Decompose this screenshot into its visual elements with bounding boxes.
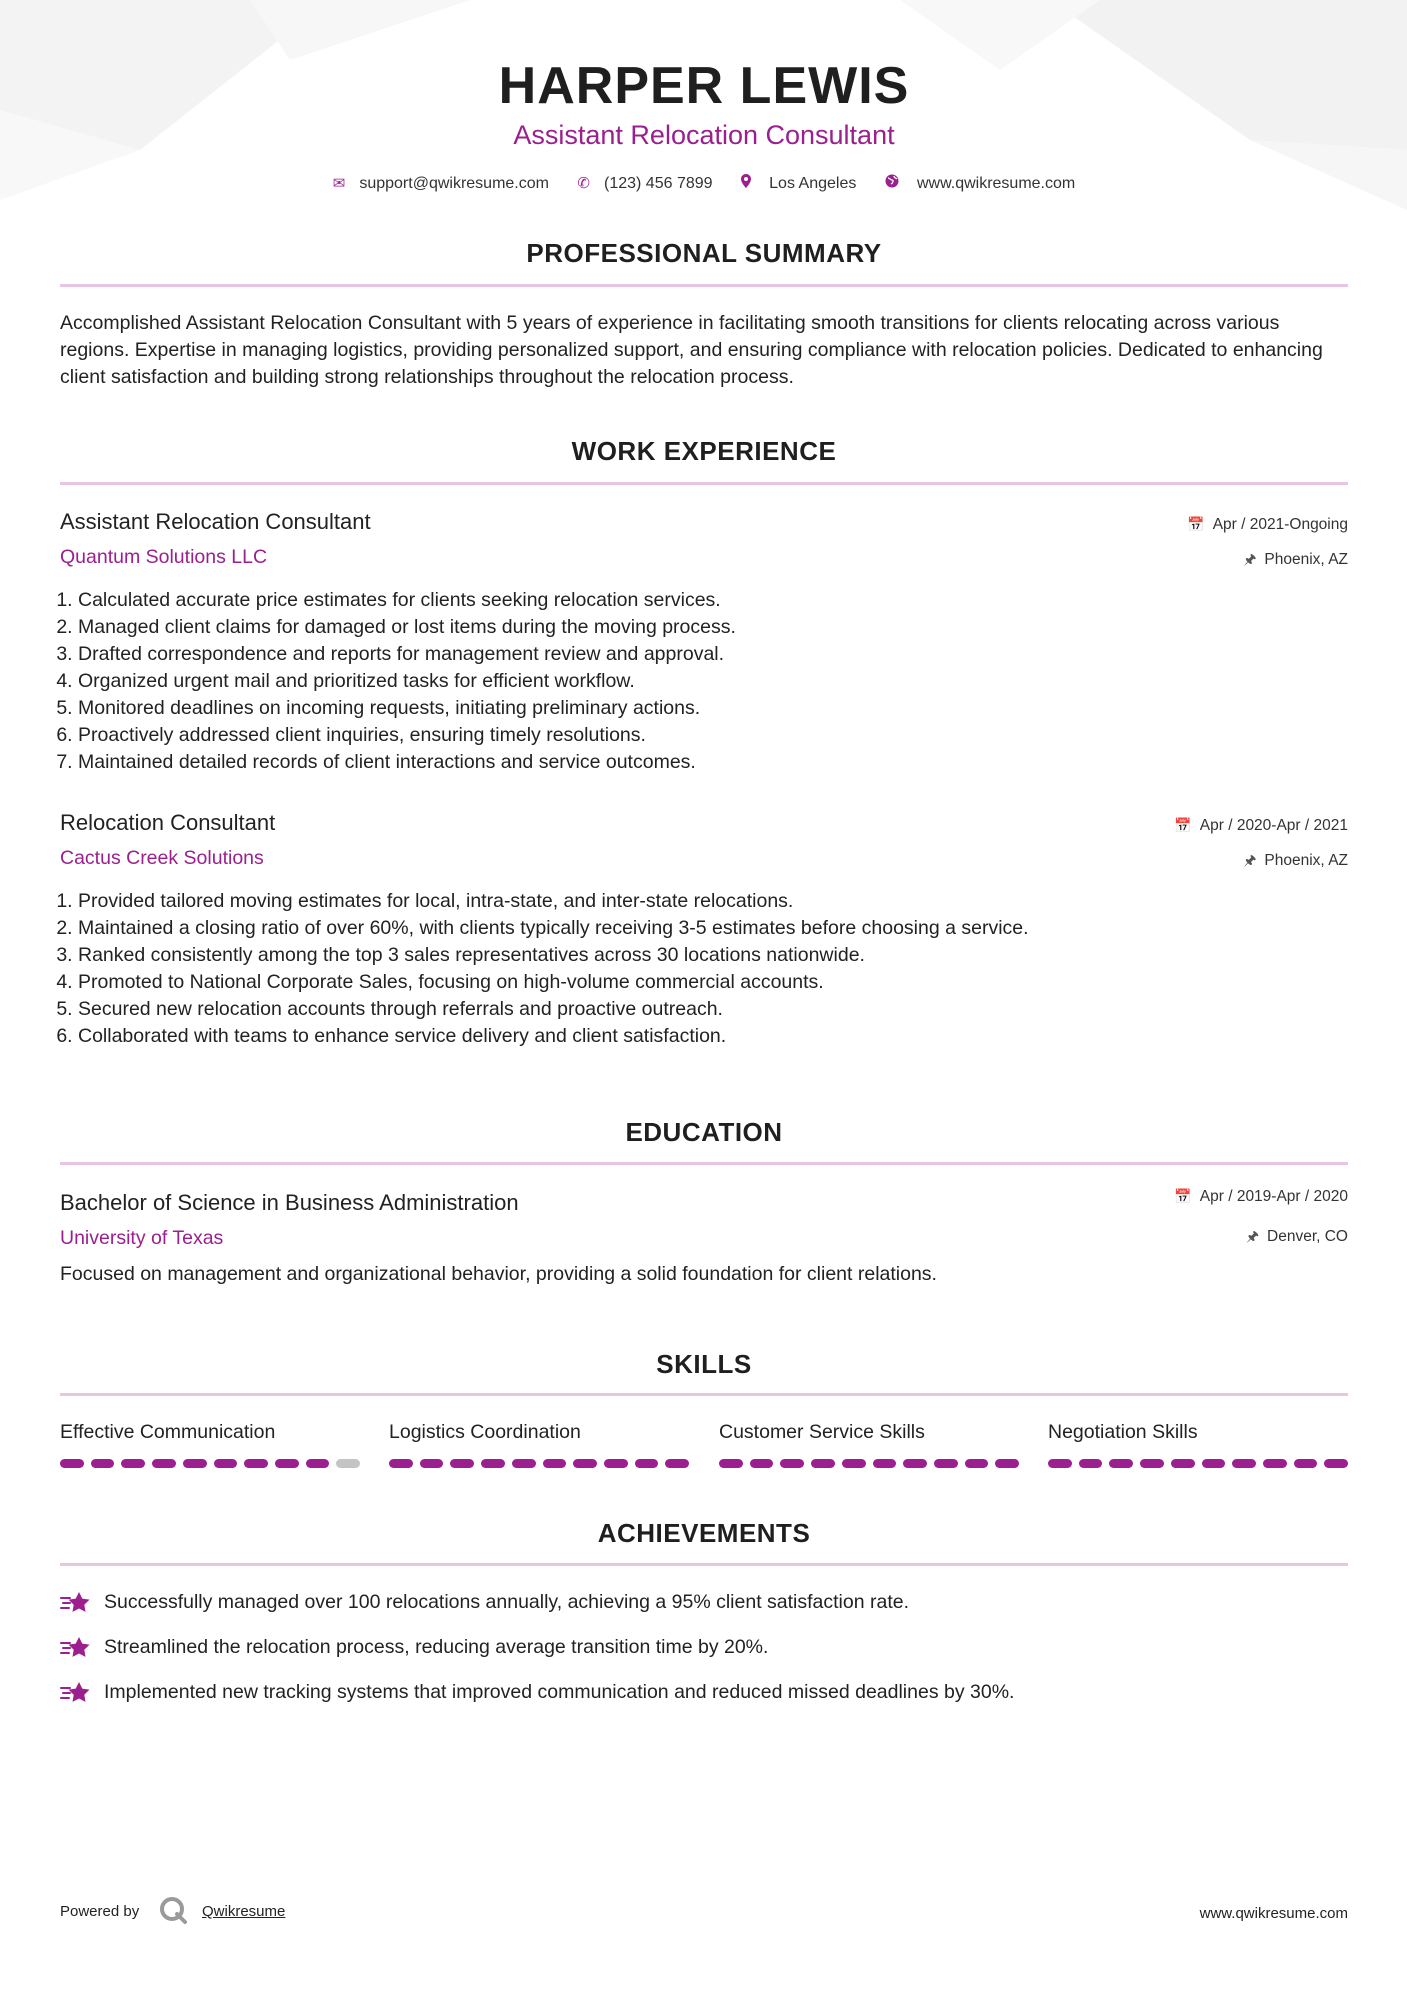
calendar-icon: 📅 [1187,516,1205,532]
job-dates [1187,516,1348,534]
skill-segment-filled [573,1459,597,1468]
achievement-text: Successfully managed over 100 relocations annually, achieving a 95% client satisfaction rate. [104,1591,910,1614]
list-item: 6. Collaborated with teams to enhance service delivery and client satisfaction. [78,1023,1029,1050]
skill-segment-filled [842,1459,866,1468]
section-divider [60,284,1348,287]
skill-item [60,1421,360,1468]
contact-website-text: www.qwikresume.com [916,175,1076,192]
list-item: 4. Organized urgent mail and prioritized tasks for efficient workflow. [78,668,736,695]
calendar-icon: 📅 [1174,1188,1192,1204]
education-location-text: Denver, CO [1267,1228,1348,1245]
skill-segment-filled [750,1459,774,1468]
section-divider [60,1393,1348,1396]
job-duties-list [60,587,736,776]
contact-location-text: Los Angeles [769,175,857,192]
job-dates-text: Apr / 2021-Ongoing [1212,516,1348,533]
job-dates-text: Apr / 2020-Apr / 2021 [1199,817,1348,834]
section-divider [60,1162,1348,1165]
skill-segment-filled [543,1459,567,1468]
job-location-text: Phoenix, AZ [1264,852,1348,869]
skill-segment-filled [873,1459,897,1468]
education-degree: Bachelor of Science in Business Administration [60,1190,519,1215]
candidate-role: Assistant Relocation Consultant [513,120,895,150]
list-item: 2. Managed client claims for damaged or lost items during the moving process. [78,614,736,641]
skill-label: Negotiation Skills [1048,1421,1198,1443]
star-icon [60,1590,92,1616]
job-duties-list [60,888,1029,1050]
skill-segment-filled [481,1459,505,1468]
job-company: Quantum Solutions LLC [60,546,268,568]
star-icon [60,1635,92,1661]
skill-segment-filled [1232,1459,1256,1468]
skill-segment-filled [995,1459,1019,1468]
skill-segment-filled [934,1459,958,1468]
skill-segment-filled [1048,1459,1072,1468]
skill-segment-filled [512,1459,536,1468]
skill-segment-filled [811,1459,835,1468]
achievement-text: Streamlined the relocation process, reducing average transition time by 20%. [104,1636,769,1659]
skill-segment-filled [665,1459,689,1468]
pushpin-icon: 🖈 [1246,1228,1260,1244]
skill-segment-filled [635,1459,659,1468]
contact-email[interactable] [333,174,549,193]
skill-segment-filled [121,1459,145,1468]
skill-segment-filled [1109,1459,1133,1468]
qwikresume-link[interactable]: Qwikresume [202,1903,286,1920]
education-dates-text: Apr / 2019-Apr / 2020 [1199,1188,1348,1205]
contact-phone-text: (123) 456 7899 [604,175,713,192]
skill-label: Logistics Coordination [389,1421,581,1443]
skill-segment-filled [965,1459,989,1468]
skill-segment-filled [1140,1459,1164,1468]
skill-segment-filled [1324,1459,1348,1468]
job-location [1243,850,1348,874]
contact-bar [60,174,1348,193]
section-title-education: EDUCATION [625,1117,783,1147]
achievement-text: Implemented new tracking systems that improved communication and reduced missed deadlines by 30%. [104,1681,1015,1704]
candidate-name: HARPER LEWIS [498,57,910,115]
skill-segment-filled [214,1459,238,1468]
job-dates [1174,817,1348,835]
skill-segment-filled [91,1459,115,1468]
contact-phone[interactable] [577,174,712,193]
section-title-experience: WORK EXPERIENCE [571,436,837,466]
calendar-icon: 📅 [1174,817,1192,833]
star-icon [60,1680,92,1706]
skill-segment-filled [420,1459,444,1468]
skill-segment-filled [903,1459,927,1468]
skill-item [389,1421,689,1468]
section-divider [60,1563,1348,1566]
skill-segment-filled [1294,1459,1318,1468]
contact-location [741,174,856,193]
skill-segment-filled [389,1459,413,1468]
education-dates [1174,1188,1348,1206]
qwikresume-logo-icon [158,1895,188,1925]
list-item: 3. Ranked consistently among the top 3 sales representatives across 30 locations nationwide. [78,942,1029,969]
list-item: 7. Maintained detailed records of client interactions and service outcomes. [78,749,736,776]
skill-segment-filled [1079,1459,1103,1468]
section-title-achievements: ACHIEVEMENTS [597,1518,811,1548]
skill-level-bar [1048,1459,1348,1468]
skill-segment-filled [604,1459,628,1468]
job-location-text: Phoenix, AZ [1264,551,1348,568]
contact-email-text: support@qwikresume.com [359,175,549,192]
education-location [1246,1226,1348,1250]
skill-item [719,1421,1019,1468]
list-item: 1. Calculated accurate price estimates for clients seeking relocation services. [78,587,736,614]
globe-icon [885,175,903,192]
achievement-item [60,1635,768,1661]
skill-level-bar [719,1459,1019,1468]
skill-segment-filled [1263,1459,1287,1468]
education-school: University of Texas [60,1227,224,1249]
skill-level-bar [389,1459,689,1468]
list-item: 1. Provided tailored moving estimates for local, intra-state, and inter-state relocations. [78,888,1029,915]
skill-segment-filled [244,1459,268,1468]
section-title-summary: PROFESSIONAL SUMMARY [526,238,882,268]
skill-label: Effective Communication [60,1421,276,1443]
powered-by-label: Powered by [60,1903,140,1920]
pushpin-icon: 🖈 [1243,551,1257,567]
job-company: Cactus Creek Solutions [60,847,264,869]
skill-item [1048,1421,1348,1468]
list-item: 5. Monitored deadlines on incoming requests, initiating preliminary actions. [78,695,736,722]
skill-segment-filled [1171,1459,1195,1468]
education-description: Focused on management and organizational behavior, providing a solid foundation for client relations. [60,1263,937,1285]
section-divider [60,482,1348,485]
skill-segment-filled [1202,1459,1226,1468]
skill-segment-filled [306,1459,330,1468]
skill-segment-filled [780,1459,804,1468]
job-title: Assistant Relocation Consultant [60,509,371,534]
map-pin-icon [741,175,755,192]
skill-label: Customer Service Skills [719,1421,925,1443]
pushpin-icon: 🖈 [1243,852,1257,868]
skill-segment-filled [450,1459,474,1468]
footer-website-link[interactable]: www.qwikresume.com [1199,1905,1348,1922]
summary-text: Accomplished Assistant Relocation Consultant with 5 years of experience in facilitating smooth transitions for clients relocating across various regions. Expertise in managing logistics, providing personalized support, and ensuring compliance with relocation policies. Dedicated to enhancing client satisfaction and building strong relationships throughout the relocation process. [60,312,1323,388]
envelope-icon: ✉ [332,175,346,192]
skill-segment-filled [152,1459,176,1468]
skill-segment-filled [183,1459,207,1468]
skill-segment-filled [275,1459,299,1468]
achievement-item [60,1680,1014,1706]
list-item: 3. Drafted correspondence and reports for management review and approval. [78,641,736,668]
contact-website[interactable] [885,174,1075,193]
job-title: Relocation Consultant [60,810,276,835]
skill-segment-empty [336,1459,360,1468]
job-location [1243,549,1348,573]
list-item: 2. Maintained a closing ratio of over 60%, with clients typically receiving 3-5 estimates before choosing a service. [78,915,1029,942]
list-item: 6. Proactively addressed client inquiries, ensuring timely resolutions. [78,722,736,749]
section-title-skills: SKILLS [656,1349,752,1379]
list-item: 4. Promoted to National Corporate Sales, focusing on high-volume commercial accounts. [78,969,1029,996]
phone-icon: ✆ [577,175,590,192]
skill-segment-filled [60,1459,84,1468]
list-item: 5. Secured new relocation accounts through referrals and proactive outreach. [78,996,1029,1023]
skill-segment-filled [719,1459,743,1468]
achievement-item [60,1590,909,1616]
skill-level-bar [60,1459,360,1468]
